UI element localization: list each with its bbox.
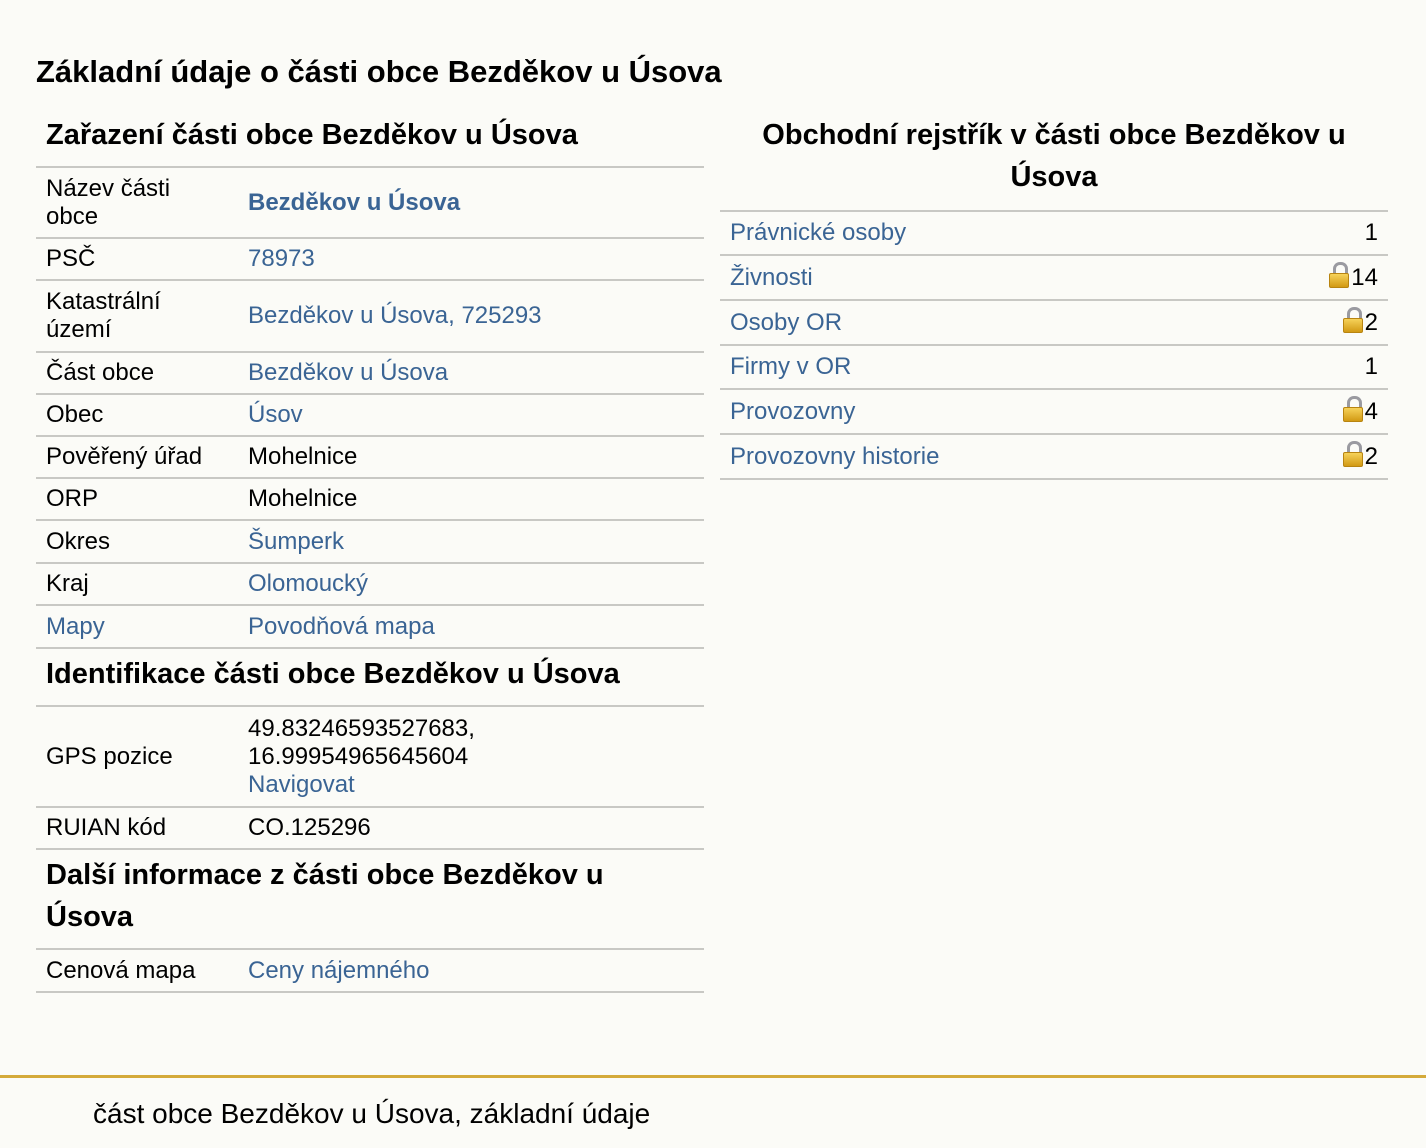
table-row xyxy=(36,605,704,648)
kraj-link[interactable]: Olomoucký xyxy=(248,570,369,597)
row-label-psc: PSČ xyxy=(36,238,238,280)
row-label-cenova-mapa: Cenová mapa xyxy=(36,950,238,992)
right-column xyxy=(720,110,1388,480)
table-row xyxy=(720,212,1388,255)
table-row xyxy=(720,389,1388,434)
table-row xyxy=(36,563,704,605)
section-heading-zarazeni: Zařazení části obce Bezděkov u Úsova xyxy=(36,110,704,168)
katastralni-uzemi-link[interactable]: Bezděkov u Úsova, 725293 xyxy=(248,302,542,329)
povereny-urad-value: Mohelnice xyxy=(238,436,704,478)
table-row xyxy=(36,168,704,238)
okres-link[interactable]: Šumperk xyxy=(248,527,345,555)
firmy-v-or-count: 1 xyxy=(1234,345,1388,389)
obec-link[interactable]: Úsov xyxy=(248,401,303,428)
table-row xyxy=(36,478,704,520)
pravnicke-osoby-count: 1 xyxy=(1234,212,1388,255)
lock-icon[interactable] xyxy=(1329,262,1349,288)
table-row xyxy=(36,950,704,992)
zivnosti-count: 14 xyxy=(1351,264,1378,291)
zivnosti-link[interactable]: Živnosti xyxy=(730,263,813,291)
lock-icon[interactable] xyxy=(1343,307,1363,333)
table-row xyxy=(720,300,1388,345)
footer-divider xyxy=(0,1075,1426,1078)
firmy-v-or-link[interactable]: Firmy v OR xyxy=(730,353,852,380)
table-row xyxy=(36,280,704,352)
navigovat-link[interactable]: Navigovat xyxy=(248,770,355,798)
cast-obce-link[interactable]: Bezděkov u Úsova xyxy=(248,359,449,386)
lock-icon[interactable] xyxy=(1343,396,1363,422)
row-label-gps: GPS pozice xyxy=(36,707,238,807)
table-row xyxy=(720,255,1388,300)
row-label-okres: Okres xyxy=(36,520,238,563)
table-row xyxy=(36,238,704,280)
left-column xyxy=(36,110,704,993)
table-row xyxy=(36,707,704,807)
povodnova-mapa-link[interactable]: Povodňová mapa xyxy=(248,612,435,640)
gps-longitude: 16.99954965645604 xyxy=(248,742,469,770)
ceny-najemneho-link[interactable]: Ceny nájemného xyxy=(248,956,430,984)
row-label-obec: Obec xyxy=(36,394,238,436)
table-row xyxy=(720,434,1388,479)
table-row xyxy=(36,520,704,563)
gps-latitude: 49.83246593527683, xyxy=(248,714,475,742)
psc-link[interactable]: 78973 xyxy=(248,245,315,272)
row-label-katastralni-uzemi: Katastrální území xyxy=(36,280,238,352)
orp-value: Mohelnice xyxy=(238,478,704,520)
identifikace-table xyxy=(36,707,704,850)
mapy-link[interactable]: Mapy xyxy=(46,612,105,640)
provozovny-historie-count: 2 xyxy=(1364,443,1378,470)
row-label-povereny-urad: Pověřený úřad xyxy=(36,436,238,478)
section-heading-identifikace: Identifikace části obce Bezděkov u Úsova xyxy=(36,649,704,707)
row-label-ruian: RUIAN kód xyxy=(36,807,238,849)
footer-text: část obce Bezděkov u Úsova, základní údaje xyxy=(93,1098,651,1129)
row-label-kraj: Kraj xyxy=(36,563,238,605)
table-row xyxy=(36,807,704,849)
osoby-or-count: 2 xyxy=(1364,309,1378,336)
table-row xyxy=(36,394,704,436)
page-title: Základní údaje o části obce Bezděkov u Úsova xyxy=(36,54,722,89)
row-label-nazev: Název části obce xyxy=(36,168,238,238)
lock-icon[interactable] xyxy=(1343,441,1363,467)
table-row xyxy=(36,436,704,478)
section-heading-rejstrik: Obchodní rejstřík v části obce Bezděkov u Úsova xyxy=(720,110,1388,212)
nazev-casti-obce-link[interactable]: Bezděkov u Úsova xyxy=(248,188,461,216)
provozovny-count: 4 xyxy=(1364,398,1378,425)
provozovny-historie-link[interactable]: Provozovny historie xyxy=(730,442,940,470)
table-row xyxy=(36,352,704,394)
row-label-cast-obce: Část obce xyxy=(36,352,238,394)
zarazeni-table xyxy=(36,168,704,649)
rejstrik-table xyxy=(720,212,1388,480)
ruian-value: CO.125296 xyxy=(238,807,704,849)
table-row xyxy=(720,345,1388,389)
provozovny-link[interactable]: Provozovny xyxy=(730,397,856,425)
pravnicke-osoby-link[interactable]: Právnické osoby xyxy=(730,219,907,246)
dalsi-table xyxy=(36,950,704,993)
row-label-orp: ORP xyxy=(36,478,238,520)
section-heading-dalsi: Další informace z části obce Bezděkov u Úsova xyxy=(36,850,704,950)
osoby-or-link[interactable]: Osoby OR xyxy=(730,308,843,336)
